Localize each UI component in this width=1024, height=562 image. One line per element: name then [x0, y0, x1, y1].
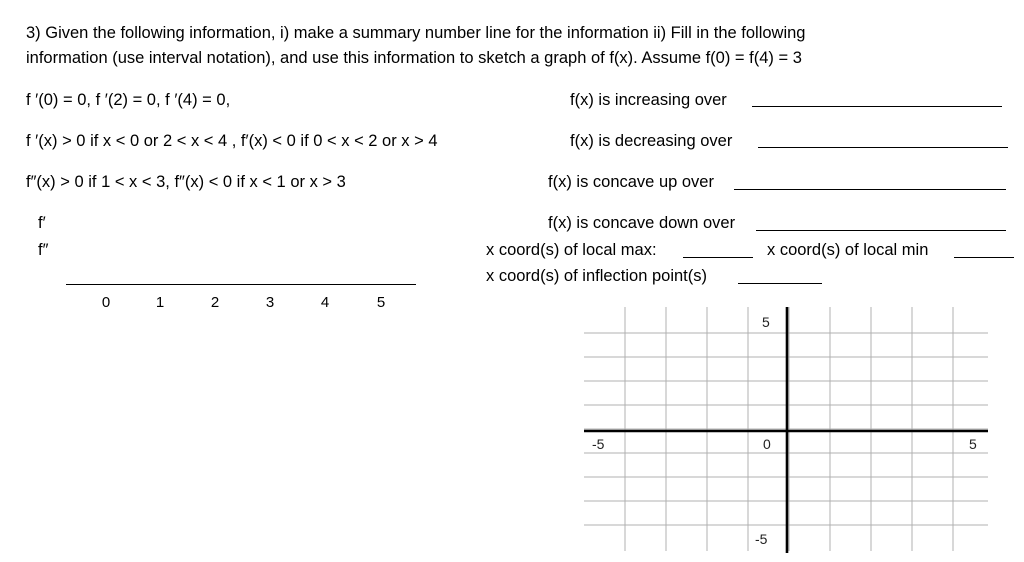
inflection-prompt: x coord(s) of inflection point(s): [486, 267, 708, 285]
y-max-label: 5: [762, 314, 770, 330]
decreasing-answer-blank[interactable]: [758, 147, 1008, 148]
given-critical-points: f ′(0) = 0, f ′(2) = 0, f ′(4) = 0,: [26, 91, 231, 109]
local-min-prompt: x coord(s) of local min: [767, 241, 929, 259]
number-line-tick: 5: [376, 294, 386, 311]
inflection-answer-blank[interactable]: [738, 283, 822, 284]
local-max-answer-blank[interactable]: [683, 257, 753, 258]
x-min-label: -5: [592, 436, 605, 452]
f-prime-label: f′: [38, 214, 46, 232]
x-max-label: 5: [969, 436, 977, 452]
given-second-derivative: f″(x) > 0 if 1 < x < 3, f″(x) < 0 if x < 1 or x > 3: [26, 173, 346, 191]
summary-number-line[interactable]: [66, 284, 416, 285]
question-line-2: information (use interval notation), and use this information to sketch a graph of f(x). Assume f(0) = f(4) = 3: [26, 49, 802, 67]
local-min-answer-blank[interactable]: [954, 257, 1014, 258]
concave-down-prompt: f(x) is concave down over: [548, 214, 736, 232]
increasing-prompt: f(x) is increasing over: [570, 91, 727, 109]
number-line-tick: 1: [155, 294, 165, 311]
number-line-tick: 4: [320, 294, 330, 311]
concave-up-prompt: f(x) is concave up over: [548, 173, 714, 191]
increasing-answer-blank[interactable]: [752, 106, 1002, 107]
decreasing-prompt: f(x) is decreasing over: [570, 132, 733, 150]
question-line-1: 3) Given the following information, i) make a summary number line for the information ii) Fill in the following: [26, 24, 806, 42]
concave-up-answer-blank[interactable]: [734, 189, 1006, 190]
y-min-label: -5: [755, 531, 768, 547]
coordinate-grid[interactable]: [580, 303, 990, 555]
origin-label: 0: [763, 436, 771, 452]
concave-down-answer-blank[interactable]: [756, 230, 1006, 231]
f-double-prime-label: f″: [38, 241, 49, 259]
number-line-tick: 3: [265, 294, 275, 311]
number-line-tick: 2: [210, 294, 220, 311]
local-max-prompt: x coord(s) of local max:: [486, 241, 657, 259]
number-line-tick: 0: [101, 294, 111, 311]
given-first-derivative: f ′(x) > 0 if x < 0 or 2 < x < 4 , f′(x) < 0 if 0 < x < 2 or x > 4: [26, 132, 438, 150]
